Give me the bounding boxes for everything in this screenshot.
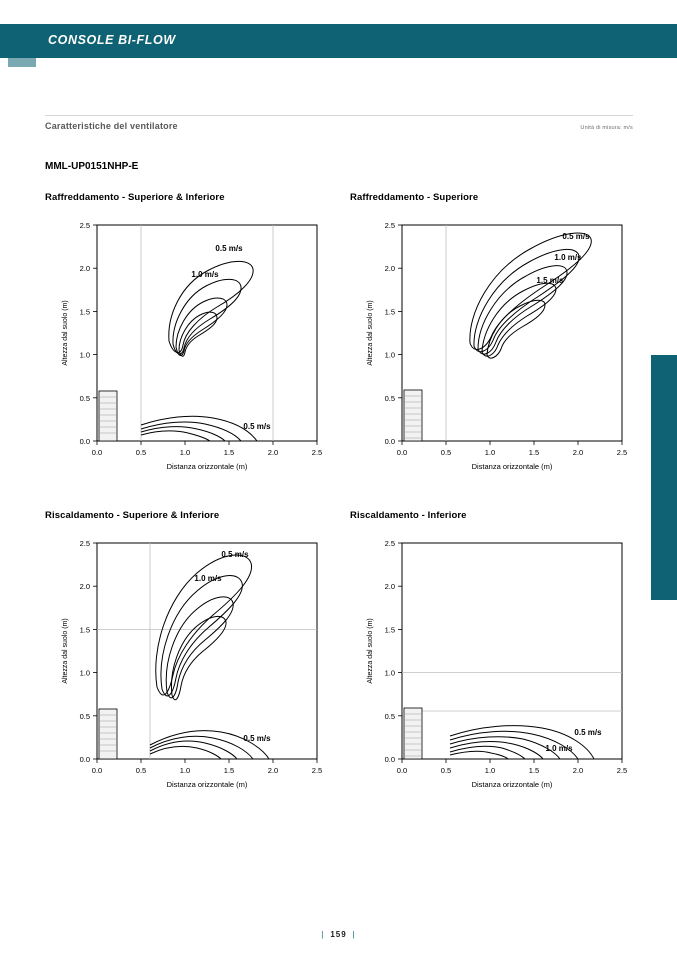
x-axis-label: Distanza orizzontale (m): [166, 780, 248, 789]
annotation-0.5ms-upper: 0.5 m/s: [221, 550, 249, 559]
x-tick-labels: [92, 766, 322, 775]
x-tick-label: 0.5: [135, 448, 147, 457]
y-tick-label: 1.5: [79, 307, 90, 317]
footer-left-bar: |: [321, 930, 325, 939]
page-footer: [0, 930, 677, 939]
x-tick-labels: [397, 448, 627, 457]
plot-frame: [402, 225, 622, 441]
unit-of-measure-note: Unità di misura: m/s: [580, 125, 633, 131]
x-tick-label: 2.5: [311, 766, 323, 775]
y-tick-label: 0.5: [79, 393, 90, 403]
plot-area: [45, 529, 325, 797]
indoor-unit-bar: [99, 391, 117, 441]
annotation-1.5ms: 1.5 m/s: [536, 276, 564, 285]
page-header-band-tail: [8, 58, 36, 67]
y-tick-labels: [385, 539, 395, 764]
plot-svg: [45, 211, 325, 479]
x-tick-label: 1.0: [484, 448, 496, 457]
annotation-0.5ms-lower: 0.5 m/s: [243, 734, 271, 743]
section-title: Caratteristiche del ventilatore: [45, 121, 178, 131]
x-tick-label: 1.0: [179, 766, 191, 775]
side-tab: [651, 355, 677, 600]
chart-title: Raffreddamento - Superiore & Inferiore: [45, 192, 225, 203]
indoor-unit-bar: [404, 708, 422, 759]
y-tick-label: 2.5: [79, 539, 90, 548]
y-tick-label: 1.0: [79, 668, 90, 678]
annotation-0.5ms: 0.5 m/s: [562, 232, 590, 241]
y-tick-labels: [385, 221, 395, 446]
y-tick-label: 0.5: [384, 711, 395, 721]
x-tick-marks: [402, 441, 622, 445]
y-tick-label: 1.5: [384, 307, 395, 317]
y-tick-label: 0.0: [79, 755, 90, 764]
annotation-1.0ms: 1.0 m/s: [545, 744, 573, 753]
y-tick-labels: [80, 221, 90, 446]
y-tick-marks: [398, 225, 402, 441]
x-tick-label: 1.0: [484, 766, 496, 775]
y-tick-marks: [93, 543, 97, 759]
annotation-1.0ms-upper: 1.0 m/s: [191, 270, 219, 279]
y-tick-label: 2.0: [384, 264, 395, 274]
x-tick-labels: [92, 448, 322, 457]
chart-riscaldamento-superiore-inferiore: [45, 510, 325, 797]
chart-raffreddamento-superiore-inferiore: [45, 192, 325, 479]
x-axis-label: Distanza orizzontale (m): [166, 462, 248, 471]
x-tick-marks: [97, 441, 317, 445]
x-axis-label: Distanza orizzontale (m): [471, 780, 553, 789]
x-tick-marks: [97, 759, 317, 763]
y-axis-label: Altezza dal suolo (m): [367, 618, 374, 684]
annotation-1.0ms: 1.0 m/s: [554, 253, 582, 262]
annotation-0.5ms-lower: 0.5 m/s: [243, 422, 271, 431]
x-tick-label: 1.5: [223, 448, 235, 457]
annotation-1.0ms-upper: 1.0 m/s: [194, 574, 222, 583]
x-axis-label: Distanza orizzontale (m): [471, 462, 553, 471]
y-tick-label: 2.0: [79, 264, 90, 274]
x-tick-label: 2.0: [572, 766, 584, 775]
x-tick-label: 0.5: [135, 766, 147, 775]
x-tick-label: 2.0: [267, 766, 279, 775]
y-tick-label: 1.5: [79, 625, 90, 635]
chart-riscaldamento-inferiore: [350, 510, 630, 797]
x-tick-label: 1.5: [528, 766, 540, 775]
chart-title: Riscaldamento - Inferiore: [350, 510, 467, 521]
y-tick-label: 2.5: [79, 221, 90, 230]
y-tick-label: 1.0: [79, 350, 90, 360]
indoor-unit-bar: [404, 390, 422, 441]
model-code: MML-UP0151NHP-E: [45, 161, 139, 172]
y-axis-label: Altezza dal suolo (m): [62, 618, 69, 684]
x-tick-label: 1.5: [528, 448, 540, 457]
y-tick-label: 0.5: [79, 711, 90, 721]
y-tick-label: 1.0: [384, 668, 395, 678]
y-tick-marks: [398, 543, 402, 759]
annotation-0.5ms-upper: 0.5 m/s: [215, 244, 243, 253]
chart-title: Raffreddamento - Superiore: [350, 192, 479, 203]
y-tick-label: 0.0: [384, 437, 395, 446]
plot-svg: [45, 529, 325, 797]
plot-svg: [350, 529, 630, 797]
x-tick-label: 1.0: [179, 448, 191, 457]
x-tick-label: 2.0: [267, 448, 279, 457]
x-tick-label: 2.5: [311, 448, 323, 457]
plot-area: [45, 211, 325, 479]
y-tick-label: 2.5: [384, 539, 395, 548]
y-tick-labels: [80, 539, 90, 764]
indoor-unit-bar: [99, 709, 117, 759]
x-tick-label: 0.0: [91, 766, 103, 775]
annotation-0.5ms: 0.5 m/s: [574, 728, 602, 737]
page-header-title: CONSOLE BI-FLOW: [48, 33, 176, 47]
plot-frame: [402, 543, 622, 759]
x-tick-label: 2.5: [616, 766, 628, 775]
x-tick-label: 0.0: [91, 448, 103, 457]
x-tick-label: 2.5: [616, 448, 628, 457]
x-tick-label: 0.0: [396, 766, 408, 775]
x-tick-label: 0.0: [396, 448, 408, 457]
y-tick-label: 1.5: [384, 625, 395, 635]
y-axis-label: Altezza dal suolo (m): [367, 300, 374, 366]
y-tick-label: 0.0: [384, 755, 395, 764]
chart-raffreddamento-superiore: [350, 192, 630, 479]
x-tick-label: 1.5: [223, 766, 235, 775]
y-axis-label: Altezza dal suolo (m): [62, 300, 69, 366]
chart-title: Riscaldamento - Superiore & Inferiore: [45, 510, 220, 521]
plot-svg: [350, 211, 630, 479]
x-tick-labels: [397, 766, 627, 775]
side-tab-label: CONSOLE BI-FLOW: [6, 420, 18, 537]
y-tick-label: 2.0: [384, 582, 395, 592]
plot-area: [350, 529, 630, 797]
plot-area: [350, 211, 630, 479]
x-tick-label: 0.5: [440, 448, 452, 457]
x-tick-label: 0.5: [440, 766, 452, 775]
section-divider: [45, 115, 633, 116]
x-tick-label: 2.0: [572, 448, 584, 457]
y-tick-label: 2.5: [384, 221, 395, 230]
y-tick-label: 1.0: [384, 350, 395, 360]
plot-frame: [97, 225, 317, 441]
y-tick-label: 0.0: [79, 437, 90, 446]
y-tick-label: 2.0: [79, 582, 90, 592]
page-number: 159: [330, 930, 347, 939]
y-tick-label: 0.5: [384, 393, 395, 403]
footer-right-bar: |: [352, 930, 356, 939]
y-tick-marks: [93, 225, 97, 441]
x-tick-marks: [402, 759, 622, 763]
